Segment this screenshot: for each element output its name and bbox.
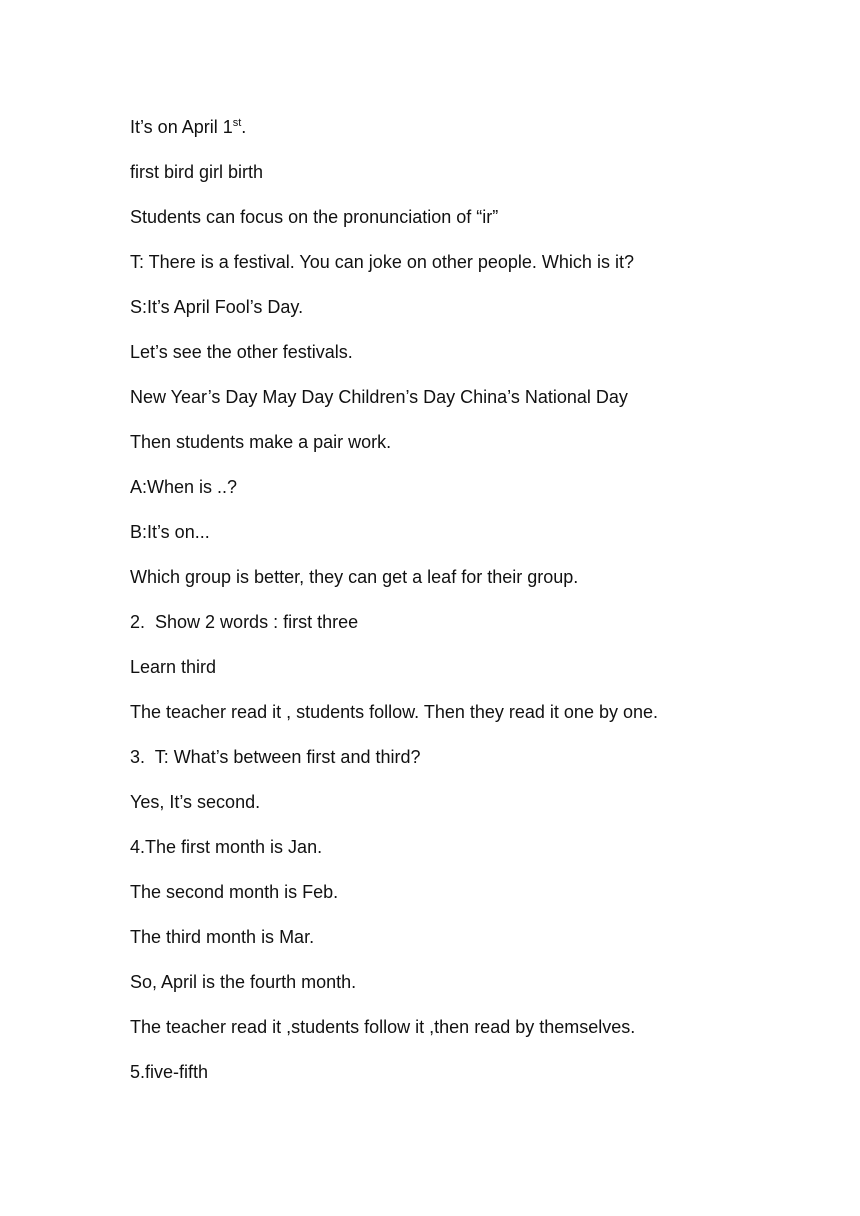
text-line: Then students make a pair work. (130, 432, 392, 452)
text-line: 3. T: What’s between first and third? (130, 747, 421, 767)
text-line: Students can focus on the pronunciation of “ir” (130, 207, 499, 227)
text-line: Which group is better, they can get a leaf for their group. (130, 567, 579, 587)
text-line: So, April is the fourth month. (130, 972, 357, 992)
text-line: B:It’s on... (130, 522, 210, 542)
text-line: New Year’s Day May Day Children’s Day China’s National Day (130, 387, 628, 407)
text-line: Learn third (130, 657, 217, 677)
text-line: first bird girl birth (130, 162, 264, 182)
text-line: 2. Show 2 words : first three (130, 612, 359, 632)
text-line: The third month is Mar. (130, 927, 315, 947)
text-line: S:It’s April Fool’s Day. (130, 297, 304, 317)
text-line: T: There is a festival. You can joke on other people. Which is it? (130, 252, 634, 272)
text-line: The second month is Feb. (130, 882, 339, 902)
text-line: Let’s see the other festivals. (130, 342, 353, 362)
text-line-date-period: . (241, 117, 247, 137)
text-line: The teacher read it , students follow. Then they read it one by one. (130, 702, 658, 722)
text-line: A:When is ..? (130, 477, 238, 497)
text-line-date-main: It’s on April 1 (130, 117, 233, 137)
text-line-date (130, 115, 246, 139)
text-line: 4.The first month is Jan. (130, 837, 323, 857)
text-line: 5.five-fifth (130, 1062, 209, 1082)
text-line: Yes, It’s second. (130, 792, 261, 812)
text-line: The teacher read it ,students follow it ,then read by themselves. (130, 1017, 636, 1037)
ordinal-suffix: st (232, 117, 242, 129)
